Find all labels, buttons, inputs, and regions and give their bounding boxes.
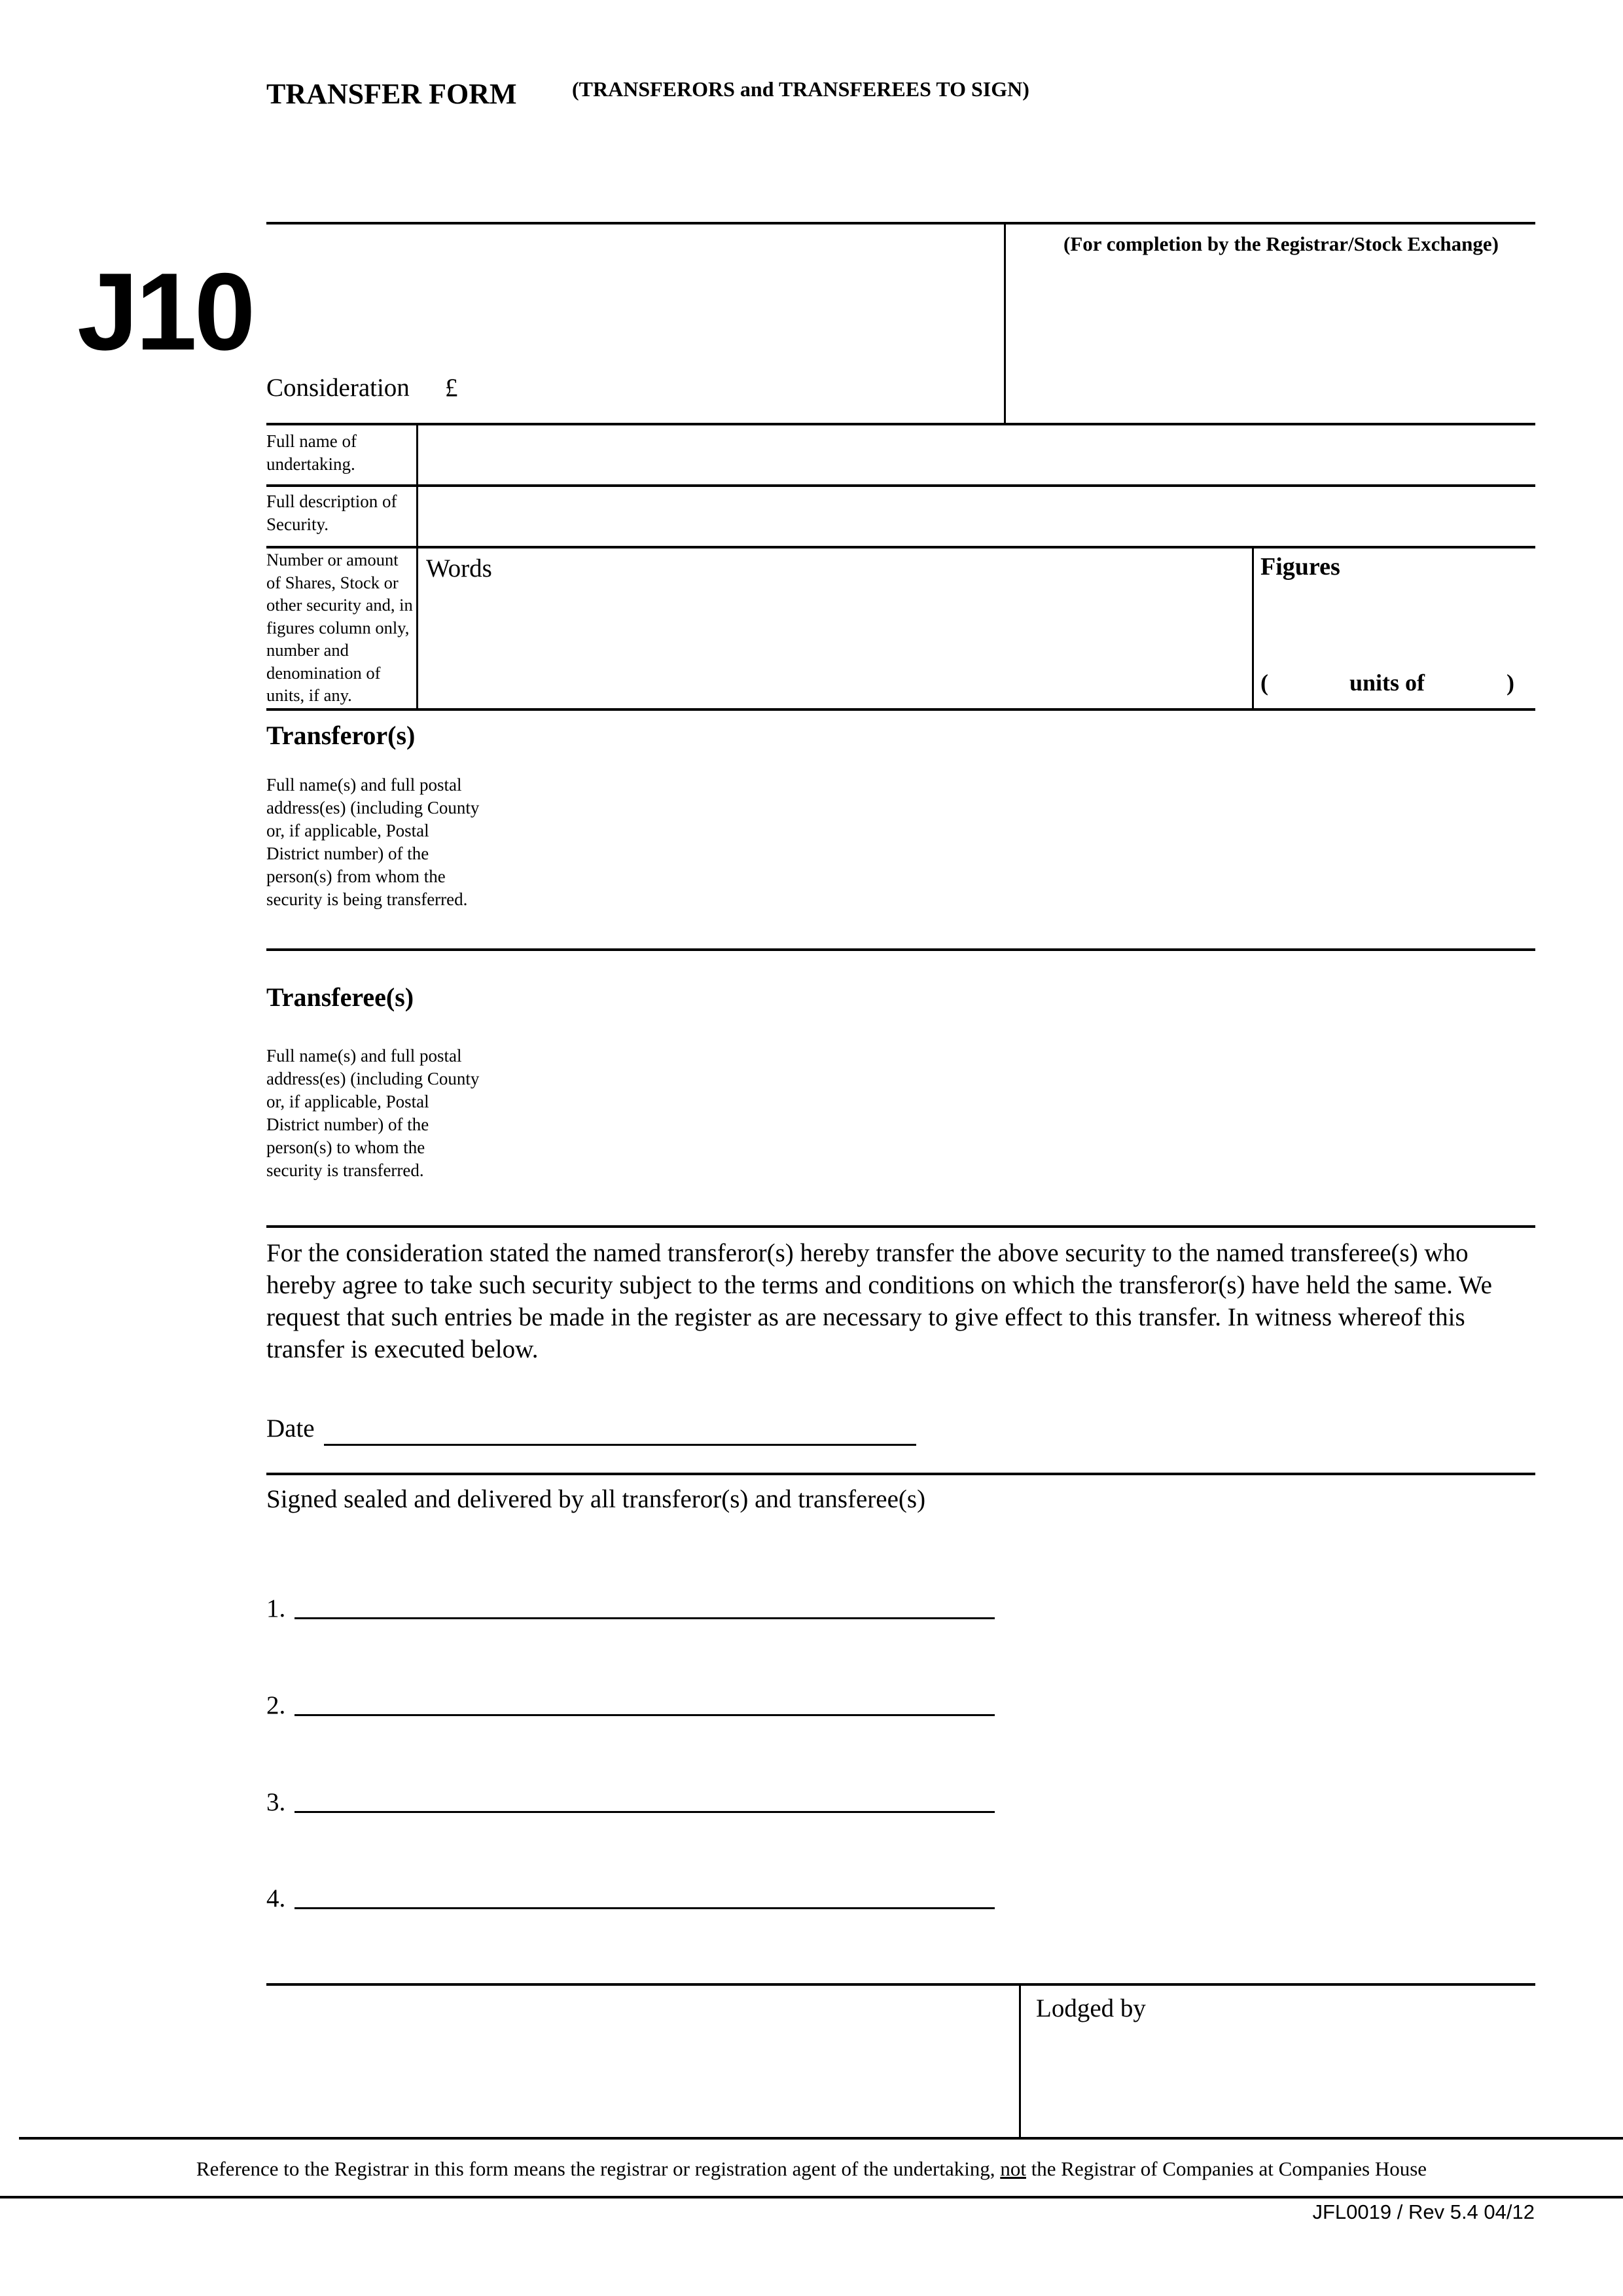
units-count-field[interactable] (1276, 668, 1342, 696)
lodged-by-label: Lodged by (1036, 1994, 1146, 2022)
form-code: J10 (77, 250, 253, 373)
rule-transferee-top (266, 948, 1535, 951)
form-subtitle: (TRANSFERORS and TRANSFEREES TO SIGN) (572, 77, 1029, 101)
units-of-label: units of (1349, 670, 1425, 696)
declaration-text: For the consideration stated the named transferor(s) hereby transfer the above security to the named transferee(s) who hereby agree to take such security subject to the terms and conditions on which the transferor(s) have held the same. We request that such entries be made in the register as are necessary to give effect to this transfer. In witness whereof this transfer is executed below. (266, 1239, 1492, 1363)
reference-code: JFL0019 / Rev 5.4 04/12 (1312, 2200, 1535, 2223)
transferor-heading: Transferor(s) (266, 721, 416, 750)
security-field[interactable] (422, 488, 1535, 545)
rule-footer-bottom (0, 2196, 1623, 2198)
signature-line-4[interactable] (294, 1907, 995, 1909)
undertaking-label: Full name of undertaking. (266, 431, 357, 474)
date-field[interactable] (324, 1444, 916, 1446)
transferee-description: Full name(s) and full postal address(es) (including County or, if applicable, Postal District number) of the person(s) to whom the security is transferred. (266, 1046, 480, 1180)
lodged-divider (1019, 1984, 1021, 2139)
signature-line-2[interactable] (294, 1714, 995, 1716)
undertaking-field[interactable] (422, 427, 1535, 483)
security-label: Full description of Security. (266, 492, 397, 534)
signature-number-2: 2. (266, 1691, 286, 1719)
figures-label: Figures (1260, 553, 1340, 581)
lodged-by-field[interactable] (1027, 2029, 1531, 2134)
top-box-divider (1004, 222, 1006, 425)
rule-undertaking-top (266, 423, 1535, 425)
signature-number-1: 1. (266, 1594, 286, 1623)
rule-footer-top (19, 2137, 1623, 2140)
rule-transferor-top (266, 708, 1535, 711)
footer-note-before: Reference to the Registrar in this form means the registrar or registration agent of the undertaking, (196, 2157, 995, 2180)
consideration-field[interactable] (465, 370, 988, 409)
rule-signatures-top (266, 1473, 1535, 1475)
date-label: Date (266, 1414, 315, 1443)
signature-line-1[interactable] (294, 1617, 995, 1619)
footer-note-after: the Registrar of Companies at Companies House (1031, 2157, 1427, 2180)
rule-declaration-top (266, 1225, 1535, 1228)
rule-amount-top (266, 546, 1535, 548)
footer-note (0, 2157, 1623, 2181)
label-column-divider (416, 424, 418, 709)
rule-lodged-top (266, 1983, 1535, 1986)
words-field[interactable] (422, 589, 1247, 704)
registrar-note: (For completion by the Registrar/Stock Exchange) (1063, 232, 1499, 255)
registrar-field[interactable] (1011, 262, 1535, 419)
transferor-field[interactable] (497, 720, 1531, 942)
currency-symbol: £ (445, 374, 458, 402)
figures-divider (1252, 547, 1254, 709)
amount-label: Number or amount of Shares, Stock or other security and, in figures column only, number and denomination of units, if any. (266, 550, 413, 705)
units-denomination-field[interactable] (1433, 668, 1499, 696)
words-label: Words (426, 554, 492, 583)
units-open: ( (1260, 670, 1268, 696)
rule-security-top (266, 484, 1535, 487)
form-title: TRANSFER FORM (266, 78, 517, 110)
signatures-heading: Signed sealed and delivered by all transferor(s) and transferee(s) (266, 1485, 926, 1513)
top-rule (266, 222, 1535, 224)
footer-note-emphasis: not (1000, 2157, 1026, 2180)
transferee-field[interactable] (497, 982, 1531, 1217)
signature-number-3: 3. (266, 1788, 286, 1816)
units-close: ) (1507, 670, 1514, 696)
signature-line-3[interactable] (294, 1811, 995, 1813)
transferee-heading: Transferee(s) (266, 982, 414, 1012)
consideration-label: Consideration (266, 374, 410, 402)
signature-number-4: 4. (266, 1884, 286, 1912)
transferor-description: Full name(s) and full postal address(es) (including County or, if applicable, Postal District number) of the person(s) from whom the security is being transferred. (266, 775, 480, 909)
figures-field[interactable] (1258, 589, 1533, 661)
